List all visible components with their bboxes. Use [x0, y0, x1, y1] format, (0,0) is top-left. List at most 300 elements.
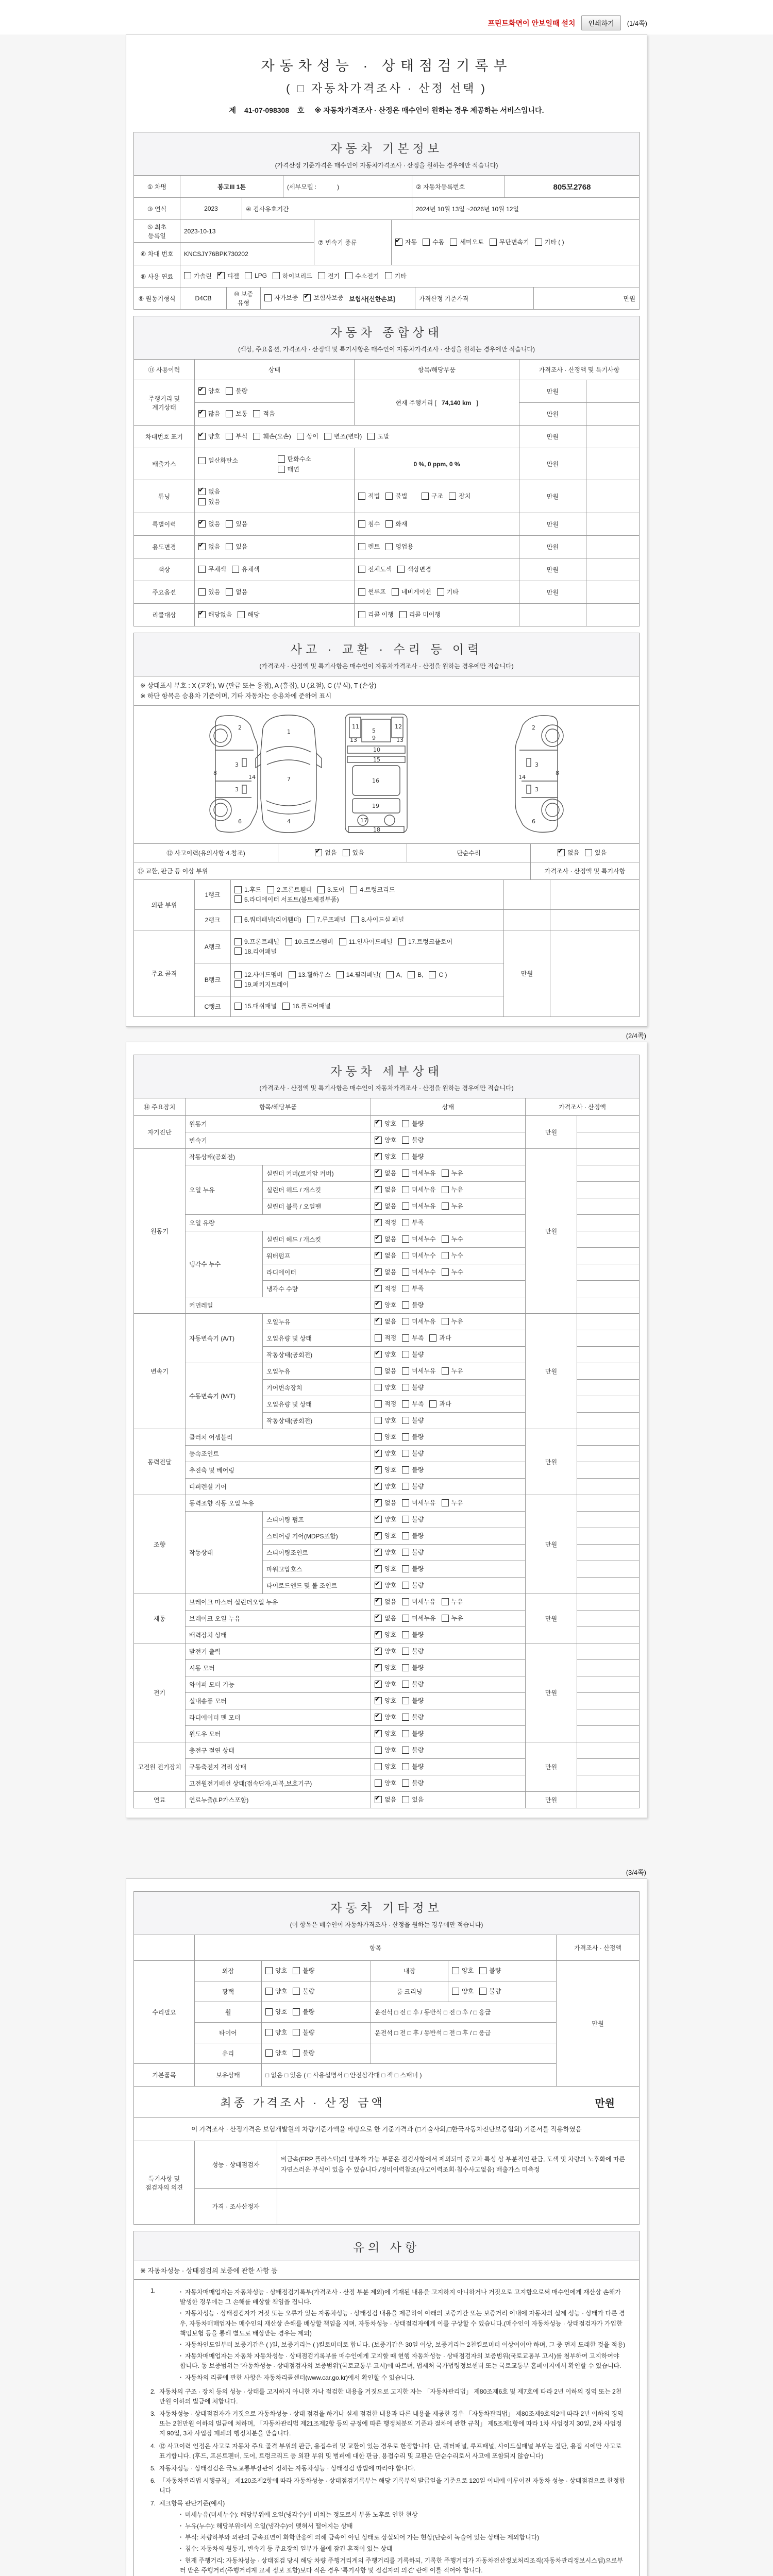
checkbox[interactable] [264, 294, 272, 301]
usage-change-detail [355, 536, 519, 558]
option [245, 272, 267, 279]
checkbox[interactable] [198, 566, 206, 573]
checkbox[interactable] [442, 1598, 449, 1605]
checkbox[interactable] [307, 916, 314, 923]
option [339, 937, 393, 946]
checkbox[interactable] [402, 1697, 409, 1704]
document-subtitle: ( □ 자동차가격조사 · 산정 선택 ) [286, 82, 487, 95]
checkbox[interactable] [402, 1532, 409, 1539]
option-label: 16.플로어패널 [292, 1003, 331, 1010]
checkbox[interactable] [402, 1450, 409, 1457]
checkbox[interactable] [265, 1967, 273, 1974]
checkbox-checked[interactable] [375, 1565, 382, 1572]
checkbox[interactable] [385, 493, 393, 500]
checkbox[interactable] [293, 2029, 300, 2036]
checkbox-checked[interactable] [375, 1186, 382, 1193]
checkbox[interactable] [267, 886, 274, 893]
checkbox[interactable] [282, 1003, 290, 1010]
checkbox[interactable] [265, 2008, 273, 2015]
checkbox-checked[interactable] [375, 1466, 382, 1473]
checkbox-checked[interactable] [375, 1631, 382, 1638]
checkbox[interactable] [375, 1747, 382, 1754]
checkbox[interactable] [226, 588, 233, 596]
checkbox[interactable] [375, 1763, 382, 1770]
checkbox-checked[interactable] [375, 1219, 382, 1226]
checkbox[interactable] [337, 971, 344, 978]
checkbox[interactable] [351, 916, 359, 923]
checkbox-checked[interactable] [198, 488, 206, 495]
checkbox[interactable] [358, 611, 365, 618]
checkbox-checked[interactable] [375, 1714, 382, 1721]
option [375, 1300, 396, 1309]
rankB-label: B랭크 [195, 963, 231, 996]
checkbox[interactable] [402, 1301, 409, 1309]
checkbox[interactable] [184, 272, 191, 279]
option-label: 자동 [405, 239, 417, 246]
option [375, 1136, 396, 1144]
checkbox-checked[interactable] [304, 294, 311, 301]
checkbox[interactable] [265, 2029, 273, 2036]
option [375, 1218, 396, 1227]
checkbox-checked[interactable] [375, 1120, 382, 1127]
option-label: 양호 [384, 1301, 397, 1309]
checkbox[interactable] [385, 272, 392, 279]
checkbox[interactable] [367, 433, 375, 440]
main-option-detail [355, 581, 519, 604]
checkbox[interactable] [278, 455, 285, 463]
item-label: 수동변속기 (M/T) [186, 1363, 263, 1429]
option [198, 409, 220, 418]
checkbox[interactable] [402, 1384, 409, 1391]
price-input-cell [577, 1479, 640, 1495]
option [402, 1317, 435, 1326]
checkbox-checked[interactable] [375, 1648, 382, 1655]
option-label: 적정 [384, 1334, 397, 1342]
option-label: 4.트렁크리드 [360, 886, 395, 893]
status-options [371, 1545, 526, 1561]
checkbox[interactable] [375, 1433, 382, 1440]
checkbox[interactable] [232, 566, 239, 573]
checkbox[interactable] [423, 239, 430, 246]
checkbox[interactable] [402, 1466, 409, 1473]
checkbox[interactable] [293, 1967, 300, 1974]
checkbox[interactable] [234, 980, 242, 988]
checkbox[interactable] [397, 566, 405, 573]
checkbox[interactable] [198, 457, 206, 464]
option-label: 누유 [451, 1367, 463, 1375]
checkbox[interactable] [442, 1367, 449, 1375]
checkbox[interactable] [398, 938, 406, 945]
checkbox[interactable] [408, 971, 415, 978]
checkbox-checked[interactable] [375, 1318, 382, 1325]
checkbox[interactable] [234, 916, 242, 923]
option [217, 272, 239, 280]
checkbox-checked[interactable] [375, 1582, 382, 1589]
group-repair-needed: 수리필요 [134, 1961, 195, 2064]
option [375, 1696, 396, 1705]
col-price-remarks: 가격조사 · 산정액 및 특기사항 [519, 360, 640, 380]
checkbox-checked[interactable] [375, 1202, 382, 1210]
checkbox[interactable] [402, 1747, 409, 1754]
checkbox-checked[interactable] [375, 1796, 382, 1803]
checkbox-checked[interactable] [375, 1681, 382, 1688]
option [265, 2028, 287, 2037]
checkbox[interactable] [402, 1483, 409, 1490]
checkbox[interactable] [293, 2008, 300, 2015]
option [402, 1663, 424, 1672]
checkbox-checked[interactable] [375, 1268, 382, 1276]
checkbox[interactable] [402, 1268, 409, 1276]
checkbox[interactable] [402, 1631, 409, 1638]
checkbox[interactable] [285, 938, 292, 945]
checkbox[interactable] [234, 1003, 242, 1010]
checkbox[interactable] [278, 466, 285, 473]
checkbox[interactable] [490, 239, 497, 246]
checkbox[interactable] [402, 1582, 409, 1589]
checkbox-checked[interactable] [375, 1499, 382, 1506]
option-label: 기타 [394, 272, 407, 280]
option-label: 18.리어패널 [244, 947, 277, 955]
tire-options [262, 2023, 371, 2043]
option-label: 불량 [489, 1988, 501, 1995]
caution-item-number: 1. [150, 2287, 156, 2294]
option [375, 1383, 396, 1392]
checkbox-checked[interactable] [375, 1450, 382, 1457]
checkbox[interactable] [402, 1664, 409, 1671]
row-interior: 내장 [371, 1961, 448, 1981]
checkbox[interactable] [339, 938, 346, 945]
option-label: 양호 [384, 1582, 397, 1589]
checkbox-checked[interactable] [198, 543, 206, 550]
option [386, 971, 402, 978]
option-label: 양호 [384, 1631, 397, 1639]
checkbox-checked[interactable] [375, 1697, 382, 1704]
checkbox[interactable] [402, 1598, 409, 1605]
checkbox[interactable] [198, 498, 206, 505]
car-damage-diagram [133, 705, 640, 844]
price-input-cell [577, 1231, 640, 1248]
checkbox[interactable] [442, 1499, 449, 1506]
checkbox[interactable] [402, 1796, 409, 1803]
option [402, 1383, 424, 1392]
svg-text:12: 12 [395, 723, 402, 730]
checkbox[interactable] [234, 971, 242, 978]
checkbox[interactable] [402, 1202, 409, 1210]
checkbox[interactable] [358, 520, 365, 528]
checkbox[interactable] [399, 611, 407, 618]
checkbox[interactable] [350, 886, 357, 893]
caution-sub-item: ▪ 누유(누수): 해당부위에서 오일(냉각수)이 맺혀서 떨어지는 상태 [180, 2521, 626, 2531]
checkbox[interactable] [442, 1235, 449, 1243]
checkbox[interactable] [265, 2049, 273, 2057]
checkbox[interactable] [402, 1714, 409, 1721]
checkbox[interactable] [402, 1565, 409, 1572]
checkbox[interactable] [535, 239, 542, 246]
option [402, 1284, 424, 1293]
checkbox[interactable] [402, 1763, 409, 1770]
checkbox-checked[interactable] [198, 387, 206, 395]
option [402, 1201, 435, 1210]
checkbox[interactable] [226, 543, 233, 550]
checkbox-checked[interactable] [375, 1252, 382, 1259]
tuning-detail [355, 480, 519, 513]
glass-blank [371, 2043, 557, 2064]
checkbox[interactable] [450, 239, 457, 246]
checkbox[interactable] [402, 1615, 409, 1622]
checkbox[interactable] [402, 1153, 409, 1160]
checkbox[interactable] [452, 1988, 459, 1995]
checkbox-checked[interactable] [198, 611, 206, 618]
checkbox-checked[interactable] [375, 1153, 382, 1160]
checkbox[interactable] [479, 1988, 486, 1995]
checkbox[interactable] [402, 1351, 409, 1358]
checkbox[interactable] [402, 1417, 409, 1424]
checkbox[interactable] [442, 1170, 449, 1177]
checkbox[interactable] [289, 971, 296, 978]
checkbox[interactable] [452, 1967, 459, 1974]
checkbox-checked[interactable] [375, 1483, 382, 1490]
option [293, 2007, 314, 2016]
checkbox[interactable] [442, 1186, 449, 1193]
checkbox[interactable] [358, 588, 365, 596]
remark-appraiser-label: 가격 · 조사산정자 [195, 2189, 277, 2225]
checkbox-checked[interactable] [198, 433, 206, 440]
checkbox[interactable] [226, 433, 233, 440]
checkbox-checked[interactable] [198, 410, 206, 417]
checkbox[interactable] [226, 410, 233, 417]
checkbox[interactable] [375, 1400, 382, 1408]
checkbox[interactable] [238, 611, 245, 618]
checkbox-checked[interactable] [217, 272, 225, 279]
checkbox-checked[interactable] [375, 1351, 382, 1358]
checkbox[interactable] [429, 1334, 436, 1342]
option-label: 있음 [208, 498, 221, 505]
checkbox[interactable] [293, 2049, 300, 2057]
status-options [371, 1446, 526, 1462]
checkbox[interactable] [318, 272, 325, 279]
checkbox[interactable] [392, 588, 399, 596]
checkbox[interactable] [375, 1334, 382, 1342]
checkbox[interactable] [402, 1285, 409, 1292]
checkbox[interactable] [429, 1400, 436, 1408]
price-input-cell [586, 380, 640, 403]
field-model-year: ③ 연식 [134, 198, 180, 220]
checkbox[interactable] [402, 1219, 409, 1226]
option [198, 587, 220, 596]
checkbox[interactable] [234, 947, 242, 955]
option-label: 양호 [462, 1967, 474, 1975]
checkbox[interactable] [386, 971, 394, 978]
option-label: 불량 [412, 1516, 424, 1523]
option-label: 변조(변타) [333, 433, 362, 440]
state-code-notes [133, 676, 640, 706]
checkbox[interactable] [402, 1400, 409, 1408]
option [385, 542, 413, 551]
checkbox-checked[interactable] [375, 1137, 382, 1144]
checkbox[interactable] [402, 1730, 409, 1737]
option-label: 9.프론트패널 [244, 938, 279, 945]
checkbox[interactable] [479, 1967, 486, 1974]
checkbox[interactable] [385, 543, 393, 550]
page-marker-2: (2/4쪽) [626, 1032, 646, 1040]
checkbox[interactable] [402, 1252, 409, 1259]
option-label: 양호 [275, 2029, 288, 2037]
checkbox[interactable] [402, 1367, 409, 1375]
caution-item-number: 2. [150, 2387, 156, 2395]
checkbox-checked[interactable] [375, 1730, 382, 1737]
checkbox-checked[interactable] [395, 239, 402, 246]
option-label: 불량 [412, 1747, 424, 1754]
checkbox[interactable] [234, 938, 242, 945]
col-usage-history: ⑪ 사용이력 [134, 360, 195, 380]
checkbox[interactable] [402, 1318, 409, 1325]
checkbox[interactable] [358, 566, 365, 573]
checkbox[interactable] [375, 1417, 382, 1424]
checkbox-checked[interactable] [375, 1532, 382, 1539]
checkbox[interactable] [585, 849, 592, 856]
option-label: 있음 [208, 588, 221, 596]
option-label: 없음 [384, 1318, 397, 1326]
checkbox[interactable] [343, 849, 350, 856]
option-label: 불량 [412, 1532, 424, 1540]
checkbox[interactable] [273, 272, 280, 279]
checkbox[interactable] [402, 1334, 409, 1342]
checkbox[interactable] [317, 886, 325, 893]
checkbox[interactable] [402, 1170, 409, 1177]
checkbox[interactable] [442, 1268, 449, 1276]
status-options [371, 1182, 526, 1198]
checkbox-checked[interactable] [375, 1664, 382, 1671]
checkbox[interactable] [358, 543, 365, 550]
checkbox[interactable] [265, 1988, 273, 1995]
checkbox-checked[interactable] [315, 849, 322, 856]
current-mileage: 74,140 km [441, 399, 472, 406]
option [402, 1267, 435, 1276]
checkbox-checked[interactable] [375, 1285, 382, 1292]
option-label: 보험사보증 [313, 294, 344, 302]
checkbox-checked[interactable] [198, 520, 206, 528]
checkbox[interactable] [293, 1988, 300, 1995]
checkbox[interactable] [402, 1186, 409, 1193]
price-input-cell [586, 448, 640, 480]
option-label: 누수 [451, 1268, 463, 1276]
option-label: 디젤 [227, 272, 239, 280]
checkbox[interactable] [402, 1433, 409, 1440]
option [402, 1778, 424, 1787]
option-label: 적정 [384, 1219, 397, 1227]
option [375, 1482, 396, 1490]
status-options [371, 1759, 526, 1775]
checkbox-checked[interactable] [375, 1549, 382, 1556]
option [437, 587, 459, 596]
option [442, 1366, 463, 1375]
option [375, 1614, 396, 1622]
row-usage-change: 용도변경 [134, 536, 195, 558]
checkbox[interactable] [375, 1367, 382, 1375]
status-options [371, 1726, 526, 1742]
col-item: 항목 [195, 1935, 557, 1961]
checkbox[interactable] [345, 272, 352, 279]
col-state: 상태 [371, 1098, 526, 1116]
checkbox[interactable] [449, 493, 456, 500]
checkbox[interactable] [402, 1137, 409, 1144]
option [226, 432, 247, 440]
option-label: 많음 [208, 410, 221, 418]
checkbox[interactable] [442, 1318, 449, 1325]
item-label: 작동상태(공회전) [186, 1149, 371, 1165]
field-reg-number: ② 자동차등록번호 [412, 176, 505, 198]
checkbox[interactable] [402, 1235, 409, 1243]
option [265, 1987, 287, 1995]
checkbox-checked[interactable] [375, 1170, 382, 1177]
status-options [371, 1742, 526, 1759]
option [402, 1630, 424, 1639]
checkbox-checked[interactable] [375, 1301, 382, 1309]
checkbox[interactable] [226, 520, 233, 528]
checkbox[interactable] [234, 895, 242, 903]
checkbox[interactable] [442, 1615, 449, 1622]
checkbox[interactable] [253, 410, 260, 417]
price-input-cell [577, 1561, 640, 1578]
checkbox-checked[interactable] [375, 1598, 382, 1605]
checkbox[interactable] [402, 1681, 409, 1688]
option-label: 불량 [412, 1582, 424, 1589]
checkbox[interactable] [402, 1549, 409, 1556]
option [307, 915, 346, 924]
checkbox[interactable] [429, 971, 436, 978]
option [226, 519, 247, 528]
option [265, 1966, 287, 1975]
detail-row [134, 1792, 640, 1808]
vin-marking-options [195, 426, 519, 448]
option-label: 17.트렁크플로어 [408, 938, 453, 945]
checkbox[interactable] [245, 272, 252, 279]
option-label: 양호 [208, 433, 221, 440]
checkbox[interactable] [402, 1499, 409, 1506]
checkbox[interactable] [226, 387, 233, 395]
option [385, 272, 407, 280]
checkbox-checked[interactable] [375, 1615, 382, 1622]
checkbox[interactable] [375, 1384, 382, 1391]
option [402, 1465, 424, 1474]
checkbox-checked[interactable] [558, 849, 565, 856]
checkbox[interactable] [402, 1516, 409, 1523]
print-button[interactable]: 인쇄하기 [581, 15, 620, 30]
checkbox-checked[interactable] [375, 1516, 382, 1523]
checkbox[interactable] [442, 1202, 449, 1210]
checkbox[interactable] [437, 588, 444, 596]
checkbox[interactable] [234, 886, 242, 893]
checkbox[interactable] [297, 433, 304, 440]
checkbox[interactable] [324, 433, 331, 440]
col-price: 가격조사 · 산정액 [557, 1935, 640, 1961]
checkbox-checked[interactable] [375, 1235, 382, 1243]
checkbox[interactable] [402, 1780, 409, 1787]
checkbox[interactable] [402, 1648, 409, 1655]
print-install-notice: 프린트화면이 안보일때 설치 [488, 19, 576, 27]
option-label: 썬루프 [368, 588, 386, 596]
checkbox[interactable] [358, 493, 365, 500]
option-label: 없음 [384, 1202, 397, 1210]
checkbox[interactable] [442, 1252, 449, 1259]
checkbox[interactable] [385, 520, 393, 528]
checkbox[interactable] [253, 433, 260, 440]
checkbox[interactable] [402, 1120, 409, 1127]
item-label: 원동기 [186, 1116, 371, 1132]
checkbox[interactable] [198, 588, 206, 596]
checkbox[interactable] [422, 493, 429, 500]
checkbox[interactable] [375, 1780, 382, 1787]
